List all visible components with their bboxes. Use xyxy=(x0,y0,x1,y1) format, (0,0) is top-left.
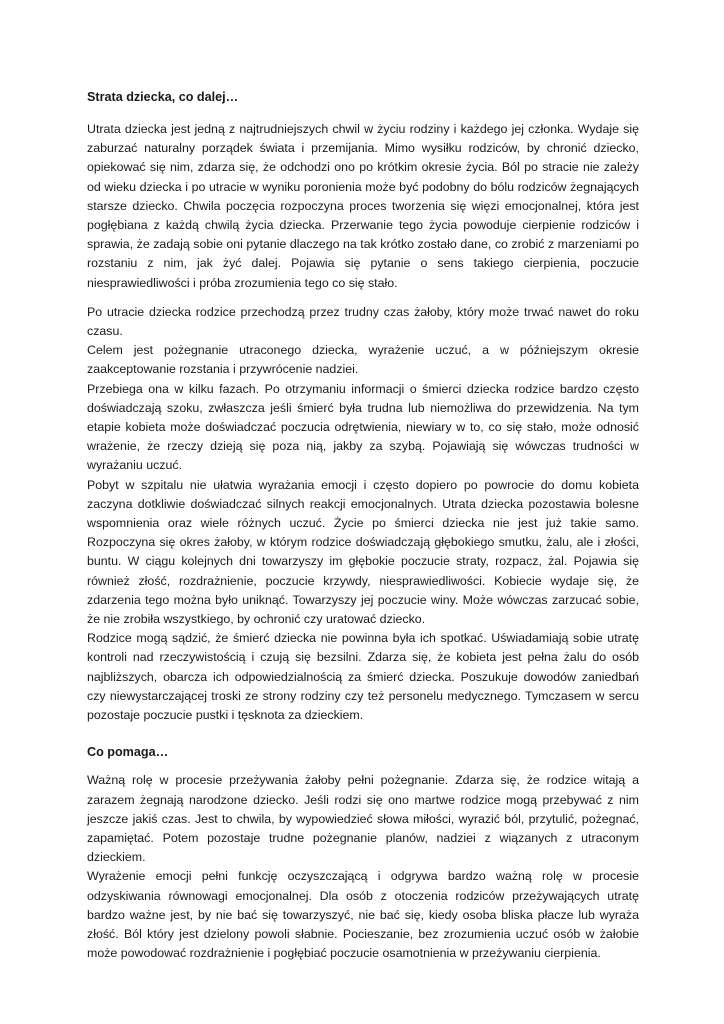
paragraph: Pobyt w szpitalu nie ułatwia wyrażania emocji i często dopiero po powrocie do domu kobieta zaczyna dotkliwie doświadczać silnych reakcji emocjonalnych. Utrata dziecka pozostawia bolesne wspomnienia oraz wiele różnych uczuć. Życie po śmierci dziecka nie jest już takie samo. Rozpoczyna się okres żałoby, w którym rodzice doświadczają głębokiego smutku, żalu, ale i złości, buntu. W ciągu kolejnych dni towarzyszy im głębokie poczucie straty, rozpacz, żal. Pojawia się również złość, rozdrażnienie, poczucie krzywdy, niesprawiedliwości. Kobiecie wydaje się, że zdarzenia tego można było uniknąć. Towarzyszy jej poczucie winy. Może wówczas zarzucać sobie, że nie zrobiła wszystkiego, by ochronić czy uratować dziecko. xyxy=(87,477,639,627)
paragraph: Utrata dziecka jest jedną z najtrudniejszych chwil w życiu rodziny i każdego jej członka. Wydaje się zaburzać naturalny porządek świata i przemijania. Mimo wysiłku rodziców, by chronić dziecko, opiekować się nim, zdarza się, że odchodzi ono po krótkim okresie życia. Ból po stracie nie zależy od wieku dziecka i po utracie w wyniku poronienia może być podobny do bólu rodziców żegnających starsze dziecko. Chwila poczęcia rozpoczyna proces tworzenia się więzi emocjonalnej, która jest pogłębiana z każdą chwilą życia dziecka. Przerwanie tego życia powoduje cierpienie rodziców i sprawia, że zadają sobie oni pytanie dlaczego na tak krótko zostało dane, co zrobić z marzeniami po rozstaniu z nim, jak żyć dalej. Pojawia się pytanie o sens takiego cierpienia, poczucie niesprawiedliwości i próba zrozumienia tego co się stało. xyxy=(87,122,639,290)
document-page xyxy=(87,88,639,963)
paragraph: Celem jest pożegnanie utraconego dziecka, wyrażenie uczuć, a w późniejszym okresie zaakceptowanie rozstania i przywrócenie nadziei. xyxy=(87,343,639,377)
paragraph: Ważną rolę w procesie przeżywania żałoby pełni pożegnanie. Zdarza się, że rodzice witają a zarazem żegnają narodzone dziecko. Jeśli rodzi się ono martwe rodzice mogą przebywać z nim jeszcze jakiś czas. Jest to chwila, by wypowiedzieć słowa miłości, wyrazić ból, przytulić, pożegnać, zapamiętać. Potem pozostaje trudne pożegnanie planów, nadziei z wiązanych z utraconym dzieckiem. xyxy=(87,773,639,865)
paragraph: Po utracie dziecka rodzice przechodzą przez trudny czas żałoby, który może trwać nawet do roku czasu. xyxy=(87,304,639,339)
paragraph: Wyrażenie emocji pełni funkcję oczyszczającą i odgrywa bardzo ważną rolę w procesie odzyskiwania równowagi emocjonalnej. Dla osób z otoczenia rodziców przeżywających utratę bardzo ważne jest, by nie bać się towarzyszyć, nie bać się, kiedy osoba bliska płacze lub wyraża złość. Ból który jest dzielony powoli słabnie. Pocieszanie, bez zrozumienia uczuć osób w żałobie może powodować rozdrażnienie i pogłębiać poczucie osamotnienia w przeżywaniu cierpienia. xyxy=(87,869,639,961)
section-title: Strata dziecka, co dalej… xyxy=(87,90,239,104)
paragraph: Rodzice mogą sądzić, że śmierć dziecka nie powinna była ich spotkać. Uświadamiają sobie utratę kontroli nad rzeczywistością i czują się bezsilni. Zdarza się, że kobieta jest pełna żalu do osób najbliższych, obarcza ich odpowiedzialnością za śmierć dziecka. Poszukuje dowodów zaniedbań czy niewystarczającej troski ze strony rodziny czy też personelu medycznego. Tymczasem w sercu pozostaje poczucie pustki i tęsknota za dzieckiem. xyxy=(87,631,639,723)
section-title: Co pomaga… xyxy=(87,745,169,760)
paragraph: Przebiega ona w kilku fazach. Po otrzymaniu informacji o śmierci dziecka rodzice bardzo często doświadczają szoku, zwłaszcza jeśli śmierć była trudna lub niemożliwa do przewidzenia. Na tym etapie kobieta może doświadczać poczucia odrętwienia, niewiary w to, co się stało, może odnosić wrażenie, że rzeczy dzieją się poza nią, jakby za szybą. Pojawiają się wówczas trudności w wyrażaniu uczuć. xyxy=(87,381,639,473)
